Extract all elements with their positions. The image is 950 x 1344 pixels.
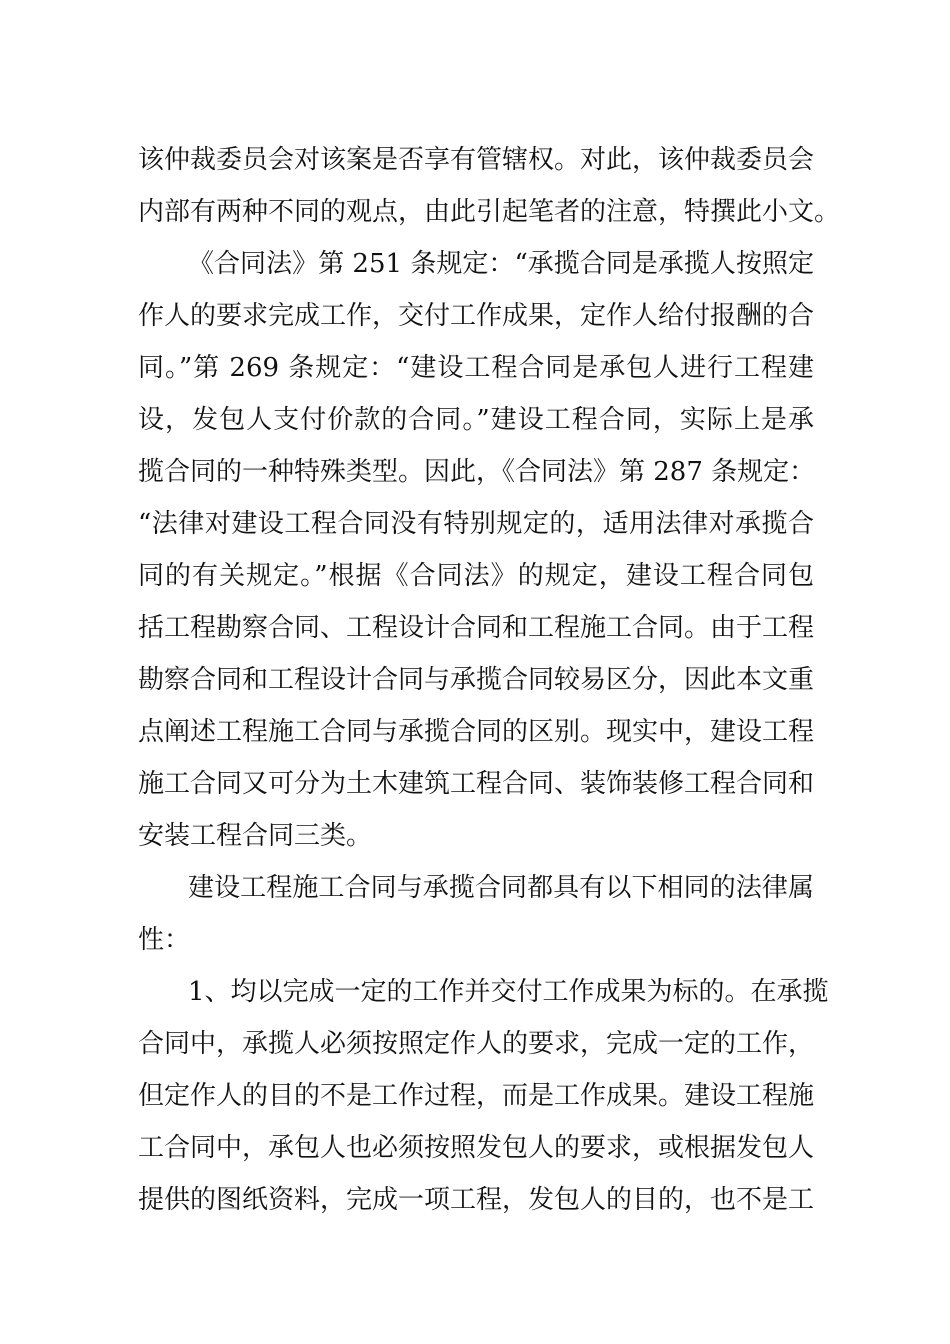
text-line: 设，发包人支付价款的合同。”建设工程合同，实际上是承 xyxy=(138,405,814,435)
text-line: 内部有两种不同的观点，由此引起笔者的注意，特撰此小文。 xyxy=(138,197,841,227)
text-line: 但定作人的目的不是工作过程，而是工作成果。建设工程施 xyxy=(138,1081,815,1111)
text-line: 《合同法》第 251 条规定：“承揽合同是承揽人按照定 xyxy=(188,249,814,279)
text-line: 提供的图纸资料，完成一项工程，发包人的目的，也不是工 xyxy=(138,1185,815,1215)
text-line: 工合同中，承包人也必须按照发包人的要求，或根据发包人 xyxy=(138,1133,815,1163)
text-line: 勘察合同和工程设计合同与承揽合同较易区分，因此本文重 xyxy=(138,665,815,695)
text-line: 施工合同又可分为土木建筑工程合同、装饰装修工程合同和 xyxy=(138,769,815,799)
text-line: 性： xyxy=(138,925,191,955)
text-line: 合同中，承揽人必须按照定作人的要求，完成一定的工作， xyxy=(138,1029,815,1059)
text-line: 作人的要求完成工作，交付工作成果，定作人给付报酬的合 xyxy=(138,301,815,331)
text-line: “法律对建设工程合同没有特别规定的，适用法律对承揽合 xyxy=(138,509,814,539)
text-line: 同。”第 269 条规定：“建设工程合同是承包人进行工程建 xyxy=(138,353,814,383)
text-line: 该仲裁委员会对该案是否享有管辖权。对此，该仲裁委员会 xyxy=(138,145,815,175)
text-line: 同的有关规定。”根据《合同法》的规定，建设工程合同包 xyxy=(138,561,814,591)
text-line: 点阐述工程施工合同与承揽合同的区别。现实中，建设工程 xyxy=(138,717,815,747)
text-line: 揽合同的一种特殊类型。因此，《合同法》第 287 条规定： xyxy=(138,457,816,487)
text-line: 安装工程合同三类。 xyxy=(138,821,373,851)
text-line: 括工程勘察合同、工程设计合同和工程施工合同。由于工程 xyxy=(138,613,815,643)
text-line: 建设工程施工合同与承揽合同都具有以下相同的法律属 xyxy=(188,873,814,903)
text-line: 1、均以完成一定的工作并交付工作成果为标的。在承揽 xyxy=(188,977,829,1007)
